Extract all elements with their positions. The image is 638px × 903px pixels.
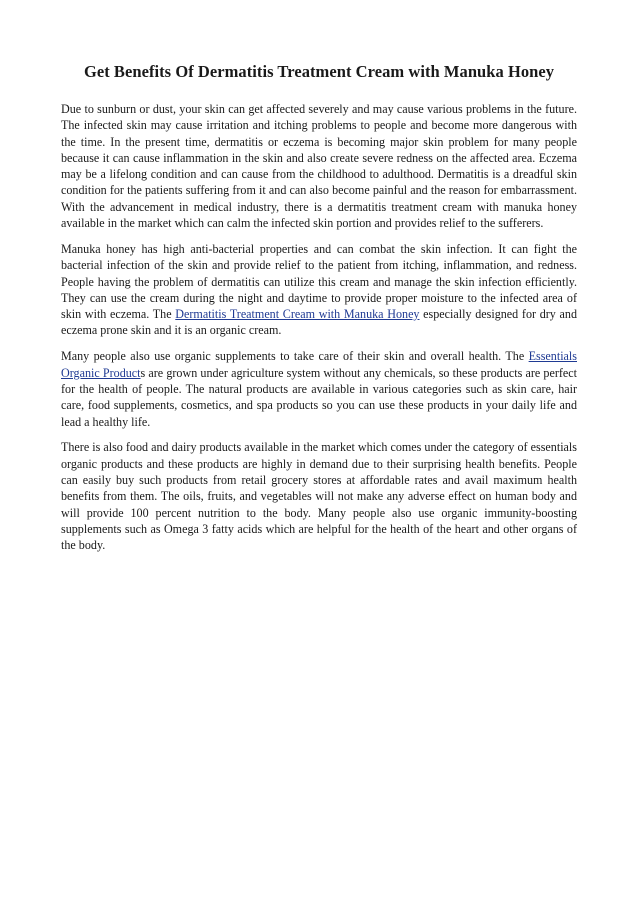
- paragraph-food-dairy: There is also food and dairy products available in the market which comes under the category of essentials organic products and these products are highly in demand due to their surprising health benefits. People can easily buy such products from retail grocery stores at affordable rates and avail maximum health benefits from them. The oils, fruits, and vegetables will not make any adverse effect on human body and will provide 100 percent nutrition to the body. Many people also use organic immunity-boosting supplements such as Omega 3 fatty acids which are helpful for the health of the heart and other organs of the body.: [61, 440, 577, 553]
- paragraph-text: s are grown under agriculture system without any chemicals, so these products are perfect for the health of people. The natural products are available in various categories such as skin care, hair care, food supplements, cosmetics, and spa products so you can use these products in your daily life and lead a healthy life.: [61, 365, 577, 429]
- paragraph-manuka-honey: [61, 241, 577, 339]
- paragraph-text: especially designed for dry and eczema prone skin and it is an organic cream.: [61, 307, 577, 338]
- essentials-organic-product-link[interactable]: Essentials Organic Product: [61, 349, 577, 380]
- dermatitis-cream-link[interactable]: Dermatitis Treatment Cream with Manuka Honey: [175, 307, 420, 322]
- paragraph-intro: Due to sunburn or dust, your skin can get affected severely and may cause various problems in the future. The infected skin may cause irritation and itching problems to people and become more dangerous with the time. In the present time, dermatitis or eczema is becoming major skin problem for many people because it can cause inflammation in the skin and also create severe redness on the affected area. Eczema may be a lifelong condition and can cause from the childhood to adulthood. Dermatitis is a dreadful skin condition for the patients suffering from it and can also become painful and the reason for embarrassment. With the advancement in medical industry, there is a dermatitis treatment cream with manuka honey available in the market which can calm the infected skin portion and provides relief to the sufferers.: [61, 102, 577, 231]
- document-page: [61, 60, 577, 563]
- paragraph-text: Many people also use organic supplements to take care of their skin and overall health. The: [61, 349, 529, 364]
- document-title: Get Benefits Of Dermatitis Treatment Cream with Manuka Honey: [83, 62, 555, 81]
- paragraph-organic-supplements: [61, 348, 577, 429]
- paragraph-text: Manuka honey has high anti-bacterial properties and can combat the skin infection. It can fight the bacterial infection of the skin and provide relief to the patient from itching, inflammation, and redness. People having the problem of dermatitis can utilize this cream and manage the skin infection efficiently. They can use the cream during the night and daytime to provide proper moisture to the infected area of skin with eczema. The: [61, 241, 577, 322]
